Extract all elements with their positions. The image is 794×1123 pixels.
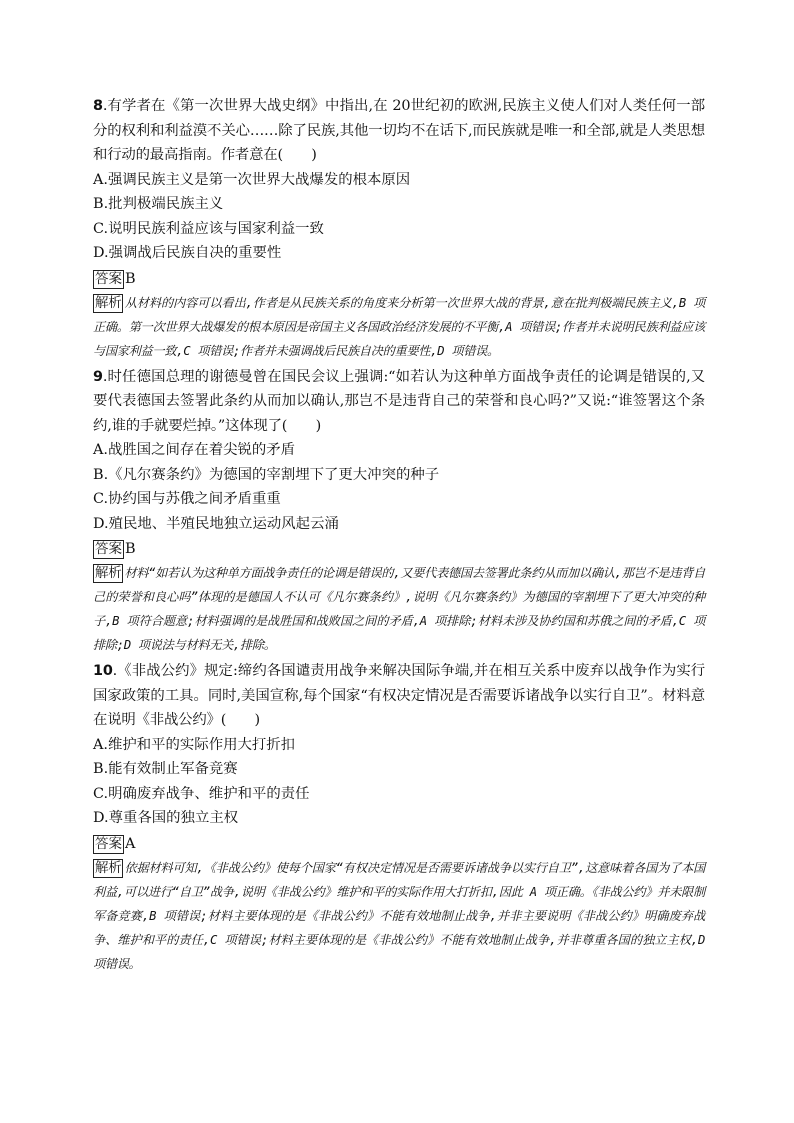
answer-tag: 答案: [95, 835, 122, 852]
analysis-text: 依据材料可知,《非战公约》使每个国家“有权决定情况是否需要诉诸战争以实行自卫”,这意味着各国为了本国利益,可以进行“自卫”战争,说明《非战公约》维护和平的实际作用大打折扣,因此 A 项正确。《非战公约》并未限制军备竞赛,B 项错误;材料主要体现的是《非战公约》不能有效地制止战争,并非主要说明《非战公约》明确废弃战争、维护和平的责任,C 项错误;材料主要体现的是《非战公约》不能有效地制止战争,并非尊重各国的独立主权,D 项错误。: [93, 860, 705, 971]
analysis-paragraph: [93, 291, 705, 363]
answer-tag: 答案: [95, 541, 122, 557]
analysis-paragraph: [93, 561, 705, 657]
question-number: 9: [93, 368, 103, 385]
answer-line: [93, 833, 705, 855]
option-d: D.尊重各国的独立主权: [93, 810, 239, 826]
question-number: 10: [93, 663, 113, 679]
answer-value: A: [125, 835, 136, 852]
question-9: [93, 365, 705, 658]
answer-line: [93, 538, 705, 560]
question-text: .《非战公约》规定:缔约各国谴责用战争来解决国际争端,并在相互关系中废弃以战争作为实行国家政策的工具。同时,美国宣称,每个国家“有权决定情况是否需要诉诸战争以实行自卫”。材料意在说明《非战公约》( ): [93, 663, 705, 728]
option-d: D.强调战后民族自决的重要性: [93, 245, 282, 261]
answer-tag: 答案: [95, 270, 122, 287]
answer-value: B: [125, 541, 136, 557]
question-text: .时任德国总理的谢德曼曾在国民会议上强调:“如若认为这种单方面战争责任的论调是错误的,又要代表德国去签署此条约从而加以确认,那岂不是违背自己的荣誉和良心吗?”又说:“谁签署这个条约,谁的手就要烂掉。”这体现了( ): [93, 368, 705, 434]
question-number: 8: [93, 98, 103, 114]
option-c: C.说明民族利益应该与国家利益一致: [93, 220, 324, 237]
document-page: [93, 94, 705, 978]
question-8: [93, 94, 705, 363]
option-c: C.明确废弃战争、维护和平的责任: [93, 785, 310, 802]
option-a: A.战胜国之间存在着尖锐的矛盾: [93, 442, 296, 458]
analysis-tag: 解析: [95, 294, 122, 311]
analysis-tag: 解析: [95, 859, 122, 876]
answer-line: [93, 268, 705, 290]
answer-value: B: [125, 270, 136, 287]
option-c: C.协约国与苏俄之间矛盾重重: [93, 491, 281, 507]
option-d: D.殖民地、半殖民地独立运动风起云涌: [93, 515, 339, 532]
question-10: [93, 659, 705, 976]
analysis-text: 材料“如若认为这种单方面战争责任的论调是错误的,又要代表德国去签署此条约从而加以确认,那岂不是违背自己的荣誉和良心吗”体现的是德国人不认可《凡尔赛条约》,说明《凡尔赛条约》为德国的宰割埋下了更大冲突的种子,B 项符合题意;材料强调的是战胜国和战败国之间的矛盾,A 项排除;材料未涉及协约国和苏俄之间的矛盾,C 项排除;D 项说法与材料无关,排除。: [93, 566, 705, 652]
option-a: A.维护和平的实际作用大打折扣: [93, 736, 296, 753]
question-stem: [93, 659, 705, 733]
question-text: .有学者在《第一次世界大战史纲》中指出,在 20世纪初的欧洲,民族主义使人们对人类任何一部分的权利和利益漠不关心……除了民族,其他一切均不在话下,而民族就是唯一和全部,就是人类思想和行动的最高指南。作者意在( ): [93, 98, 705, 163]
option-b: B.批判极端民族主义: [93, 196, 224, 212]
question-stem: [93, 365, 705, 439]
analysis-tag: 解析: [95, 565, 122, 581]
question-stem: [93, 94, 705, 168]
option-b: B.能有效制止军备竞赛: [93, 761, 238, 777]
option-b: B.《凡尔赛条约》为德国的宰割埋下了更大冲突的种子: [93, 466, 440, 483]
analysis-text: 从材料的内容可以看出,作者是从民族关系的角度来分析第一次世界大战的背景,意在批判极端民族主义,B 项正确。第一次世界大战爆发的根本原因是帝国主义各国政治经济发展的不平衡,A 项错误;作者并未说明民族利益应该与国家利益一致,C 项错误;作者并未强调战后民族自决的重要性,D 项错误。: [93, 295, 705, 358]
option-a: A.强调民族主义是第一次世界大战爆发的根本原因: [93, 171, 411, 188]
analysis-paragraph: [93, 856, 705, 976]
